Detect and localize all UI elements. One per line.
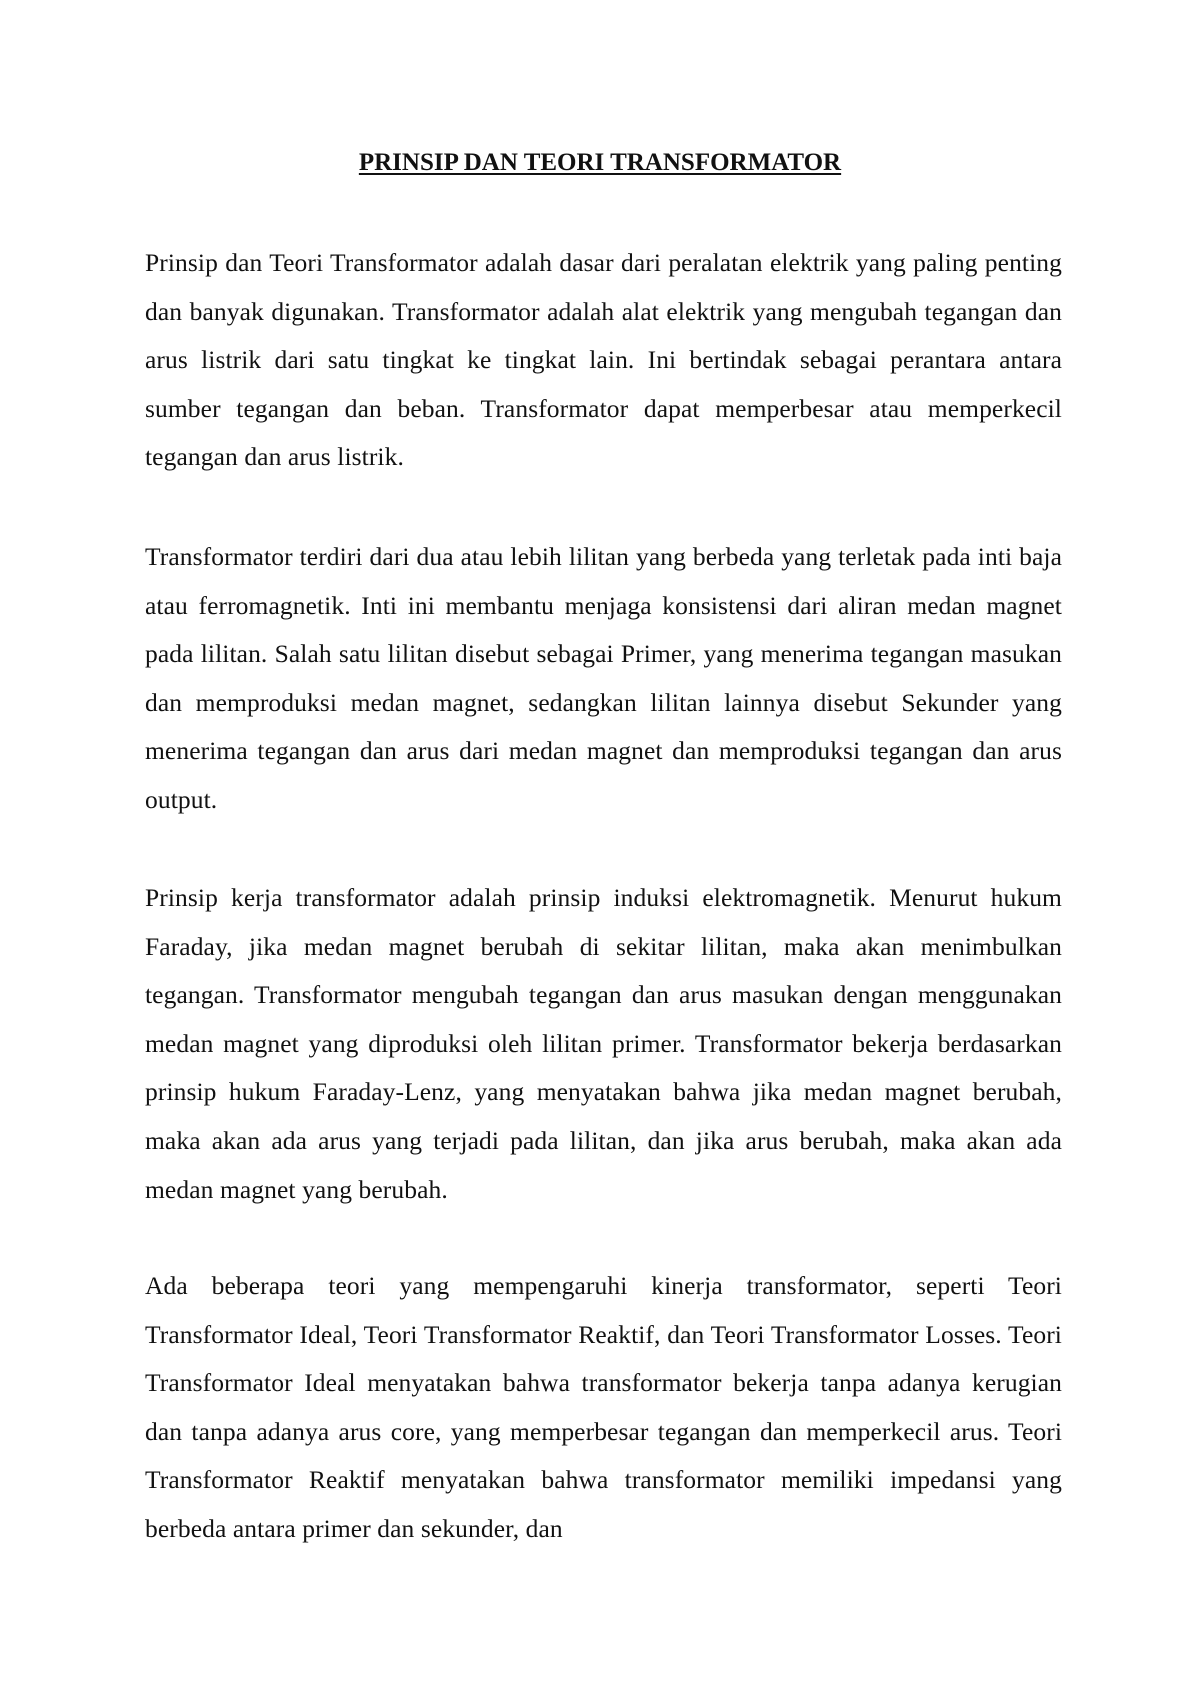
paragraph-working-principle: Prinsip kerja transformator adalah prinsip induksi elektromagnetik. Menurut hukum Faraday, jika medan magnet berubah di sekitar lilitan, maka akan menimbulkan tegangan. Transformator mengubah tegangan dan arus masukan dengan menggunakan medan magnet yang diproduksi oleh lilitan primer. Transformator bekerja berdasarkan prinsip hukum Faraday-Lenz, yang menyatakan bahwa jika medan magnet berubah, maka akan ada arus yang terjadi pada lilitan, dan jika arus berubah, maka akan ada medan magnet yang berubah.	[145, 883, 1062, 1204]
paragraph-intro: Prinsip dan Teori Transformator adalah dasar dari peralatan elektrik yang paling penting dan banyak digunakan. Transformator adalah alat elektrik yang mengubah tegangan dan arus listrik dari satu tingkat ke tingkat lain. Ini bertindak sebagai perantara antara sumber tegangan dan beban. Transformator dapat memperbesar atau memperkecil tegangan dan arus listrik.	[145, 248, 1062, 472]
paragraph-construction: Transformator terdiri dari dua atau lebih lilitan yang berbeda yang terletak pada inti baja atau ferromagnetik. Inti ini membantu menjaga konsistensi dari aliran medan magnet pada lilitan. Salah satu lilitan disebut sebagai Primer, yang menerima tegangan masukan dan memproduksi medan magnet, sedangkan lilitan lainnya disebut Sekunder yang menerima tegangan dan arus dari medan magnet dan memproduksi tegangan dan arus output.	[145, 542, 1062, 814]
paragraph-theories: Ada beberapa teori yang mempengaruhi kinerja transformator, seperti Teori Transformator Ideal, Teori Transformator Reaktif, dan Teori Transformator Losses. Teori Transformator Ideal menyatakan bahwa transformator bekerja tanpa adanya kerugian dan tanpa adanya arus core, yang memperbesar tegangan dan memperkecil arus. Teori Transformator Reaktif menyatakan bahwa transformator memiliki impedansi yang berbeda antara primer dan sekunder, dan	[145, 1271, 1062, 1543]
page-title: PRINSIP DAN TEORI TRANSFORMATOR	[358, 149, 842, 176]
